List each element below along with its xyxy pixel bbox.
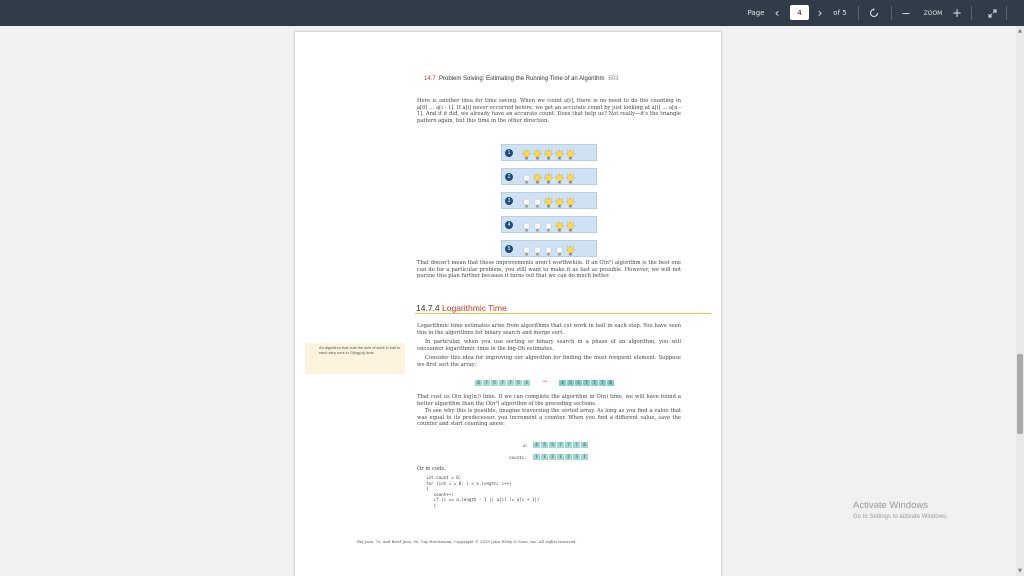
page-number-input[interactable]: 4 [790,5,809,20]
bulb-row-number: 4 [505,221,513,229]
expand-icon [988,9,997,18]
code-line: int count = 0; [426,475,462,480]
a-cell: 8 [581,442,588,448]
zoom-out-button[interactable]: − [901,6,911,20]
count-cell: 1 [541,454,548,460]
lit-bulb-icon [544,195,553,208]
particular-paragraph: In particular, when you use sorting or binary search in a phase of an algorithm, you will encounter logarithmic time in the big-Oh estimates. [417,339,681,352]
sorted-cell: 4 [559,380,566,386]
code-line: { [426,502,437,508]
sorted-array [559,380,614,386]
a-cell: 4 [533,442,540,448]
section-rule [415,313,711,314]
section-heading-title: Logarithmic Time [442,303,507,313]
margin-note: An algorithm that cuts the size of work in half in each step runs in O(log(n)) time. [305,343,405,374]
running-head [424,76,618,82]
copyright-footer: Big Java, 7e, and Brief Java, 9e, Cay Horstmann, Copyright © 2019 John Wiley & Sons, Inc. All rights reserved. [357,539,577,544]
lit-bulb-icon [555,219,564,232]
tosee-paragraph: To see why this is possible, imagine traversing the sorted array. As long as you find a value that was equal to its predecessor, you increment a counter. When you find a different value, save the counter and start counting anew: [417,408,681,428]
count-cell: 1 [533,454,540,460]
unsorted-cell: 7 [483,380,490,386]
a-cell: 5 [549,442,556,448]
or-in-code: Or in code, [417,466,447,472]
vertical-scrollbar[interactable] [1016,26,1024,576]
scrollbar-thumb[interactable] [1017,354,1023,434]
unsorted-cell: 7 [499,380,506,386]
bulb-row [501,144,597,161]
sorted-cell: 5 [575,380,582,386]
unsorted-array [475,380,530,386]
sorted-cell: 7 [599,380,606,386]
bulb-row [501,192,597,209]
code-block [426,475,539,509]
arrow-icon: → [542,378,548,385]
section-number: 14.7 [424,76,436,82]
code-line: if (i == a.length - 1 || a[i] != a[i + 1]) [426,497,540,503]
a-label: a: [523,443,529,448]
section-heading [416,303,507,313]
zoom-label: ZOOM [923,9,943,17]
a-cell: 7 [565,442,572,448]
lit-bulb-icon [566,243,575,256]
unlit-bulb-icon [522,195,531,208]
unlit-bulb-icon [533,195,542,208]
rotate-icon [869,8,879,18]
bulb-row-number: 3 [505,197,513,205]
log-paragraph: Logarithmic time estimates arise from algorithms that cut work in half in each step. You have seen this in the algorithms for binary search and merge sort. [417,323,681,336]
unsorted-cell: 5 [491,380,498,386]
unsorted-cell: 8 [475,380,482,386]
lit-bulb-icon [566,147,575,160]
bulb-row-number: 1 [505,149,513,157]
doesnt-mean-paragraph: That doesn't mean that these improvements aren't worthwhile. If an O(n²) algorithm is the best one can do for a particular problem, you still want to make it as fast as possible. However, we will not pursue this plan further because it turns out that we can do much better. [417,260,681,280]
bulb-row [501,240,597,257]
unlit-bulb-icon [555,243,564,256]
page-label: Page [747,9,765,17]
a-cell: 7 [573,442,580,448]
lit-bulb-icon [533,171,542,184]
count-cell: 2 [565,454,572,460]
a-array [533,442,588,448]
count-cell: 2 [549,454,556,460]
bulb-row [501,168,597,185]
lit-bulb-icon [544,147,553,160]
count-cell: 1 [557,454,564,460]
bulb-row [501,216,597,233]
page-total: of 5 [833,9,847,17]
scroll-down-arrow[interactable]: ▼ [1018,568,1022,574]
unlit-bulb-icon [522,219,531,232]
unsorted-cell: 7 [507,380,514,386]
fullscreen-button[interactable] [984,0,1000,26]
unsorted-cell: 5 [515,380,522,386]
lit-bulb-icon [555,195,564,208]
a-cell: 5 [541,442,548,448]
viewer-toolbar [0,0,1024,26]
lit-bulb-icon [566,195,575,208]
unlit-bulb-icon [533,243,542,256]
lit-bulb-icon [566,171,575,184]
unsorted-cell: 4 [523,380,530,386]
lit-bulb-icon [544,171,553,184]
section-heading-number: 14.7.4 [416,303,440,313]
sorted-cell: 7 [583,380,590,386]
unlit-bulb-icon [533,219,542,232]
code-line: { [426,486,429,492]
running-head-title: Problem Solving: Estimating the Running Time of an Algorithm [439,76,605,82]
consider-paragraph: Consider this idea for improving our algorithm for finding the most frequent element. Suppose we first sort the array: [417,355,681,368]
lit-bulb-icon [555,147,564,160]
code-line: for (int i = 0; i < a.length; i++) [426,480,512,486]
unlit-bulb-icon [544,219,553,232]
prev-page-button[interactable]: ‹ [774,6,780,20]
next-page-button[interactable]: › [817,6,823,20]
watermark-line2: Go to Settings to activate Windows. [853,514,948,520]
lit-bulb-icon [555,171,564,184]
intro-paragraph: Here is another idea for time saving. When we count a[i], there is no need to do the counting in a[0] … a[i - 1]. If a[i] never occurred before, we get an accurate count by just looking at a[i] … a[n - 1]. And if it did, we already have an accurate count. Does that help us? Not really—it's the triangle pattern again, but this time in the other direction. [417,98,681,125]
bulb-row-number: 5 [505,245,513,253]
bulb-row-number: 2 [505,173,513,181]
activation-watermark [853,500,948,520]
counts-array [533,454,588,460]
costs-paragraph: That cost us O(n log(n)) time. If we can complete the algorithm in O(n) time, we will have found a better algorithm than the O(n²) algorithm of the preceding sections. [417,394,681,407]
sorted-cell: 7 [591,380,598,386]
lit-bulb-icon [522,147,531,160]
page-number: 503 [608,76,619,82]
rotate-button[interactable] [866,0,882,26]
scroll-up-arrow[interactable]: ▲ [1018,28,1022,34]
lit-bulb-icon [566,219,575,232]
code-line: count++; [426,491,454,497]
unlit-bulb-icon [522,243,531,256]
watermark-line1: Activate Windows [853,500,928,511]
a-cell: 7 [557,442,564,448]
count-cell: 1 [581,454,588,460]
counts-label: counts: [509,455,527,460]
unlit-bulb-icon [522,171,531,184]
document-page [295,32,721,576]
lit-bulb-icon [533,147,542,160]
sorted-cell: 8 [607,380,614,386]
unlit-bulb-icon [544,243,553,256]
sorted-cell: 5 [567,380,574,386]
zoom-in-button[interactable]: + [951,6,963,20]
count-cell: 3 [573,454,580,460]
